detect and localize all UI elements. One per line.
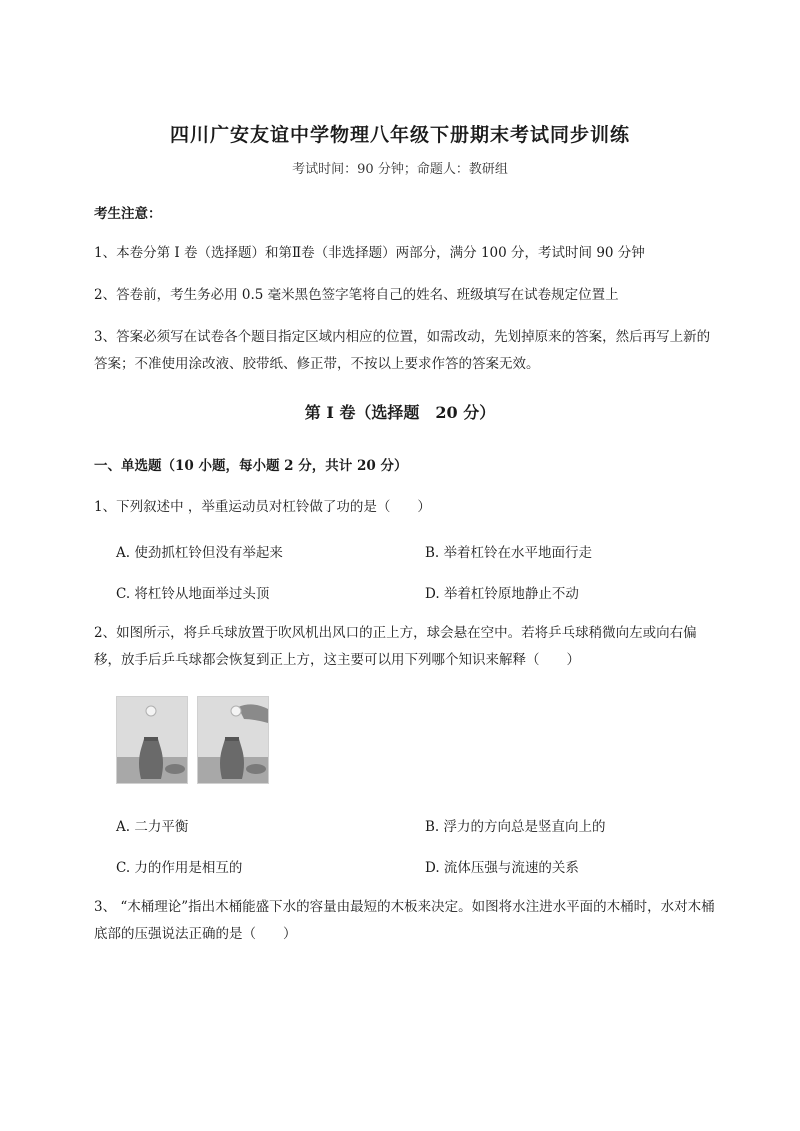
notice-heading: 考生注意： [94, 206, 162, 222]
group-heading: 一、单选题（10 小题，每小题 2 分，共计 20 分） [94, 458, 408, 474]
question-1-option-d: D. 举着杠铃原地静止不动 [425, 586, 579, 602]
page-subtitle: 考试时间：90 分钟；命题人：教研组 [292, 162, 508, 177]
question-1-option-a: A. 使劲抓杠铃但没有举起来 [116, 545, 283, 561]
section-title: 第 I 卷（选择题 20 分） [304, 403, 496, 422]
hair-dryer-photo-1 [116, 696, 188, 784]
question-2-option-b: B. 浮力的方向总是竖直向上的 [425, 819, 606, 835]
notice-item-2: 2、答卷前，考生务必用 0.5 毫米黑色签字笔将自己的姓名、班级填写在试卷规定位置上 [94, 287, 619, 303]
question-1-option-b: B. 举着杠铃在水平地面行走 [425, 545, 593, 561]
question-2-option-a: A. 二力平衡 [116, 819, 189, 835]
question-2-option-c: C. 力的作用是相互的 [116, 860, 243, 876]
question-3-stem: 3、 “木桶理论”指出木桶能盛下水的容量由最短的木板来决定。如图将水注进水平面的木桶时，水对木桶底部的压强说法正确的是（ ） [94, 899, 715, 942]
question-2-stem: 2、如图所示，将乒乓球放置于吹风机出风口的正上方，球会悬在空中。若将乒乓球稍微向左或向右偏移，放手后乒乓球都会恢复到正上方，这主要可以用下列哪个知识来解释（ ） [94, 625, 697, 668]
question-1-option-c: C. 将杠铃从地面举过头顶 [116, 586, 270, 602]
question-1-stem: 1、下列叙述中 ，举重运动员对杠铃做了功的是（ ） [94, 499, 431, 515]
page-title: 四川广安友谊中学物理八年级下册期末考试同步训练 [169, 124, 630, 146]
hair-dryer-photo-2 [197, 696, 269, 784]
notice-item-1: 1、本卷分第 I 卷（选择题）和第Ⅱ卷（非选择题）两部分，满分 100 分，考试时间 90 分钟 [94, 245, 645, 261]
notice-item-3: 3、答案必须写在试卷各个题目指定区域内相应的位置，如需改动，先划掉原来的答案，然后再写上新的答案；不准使用涂改液、胶带纸、修正带，不按以上要求作答的答案无效。 [94, 329, 711, 372]
question-2-option-d: D. 流体压强与流速的关系 [425, 860, 579, 876]
